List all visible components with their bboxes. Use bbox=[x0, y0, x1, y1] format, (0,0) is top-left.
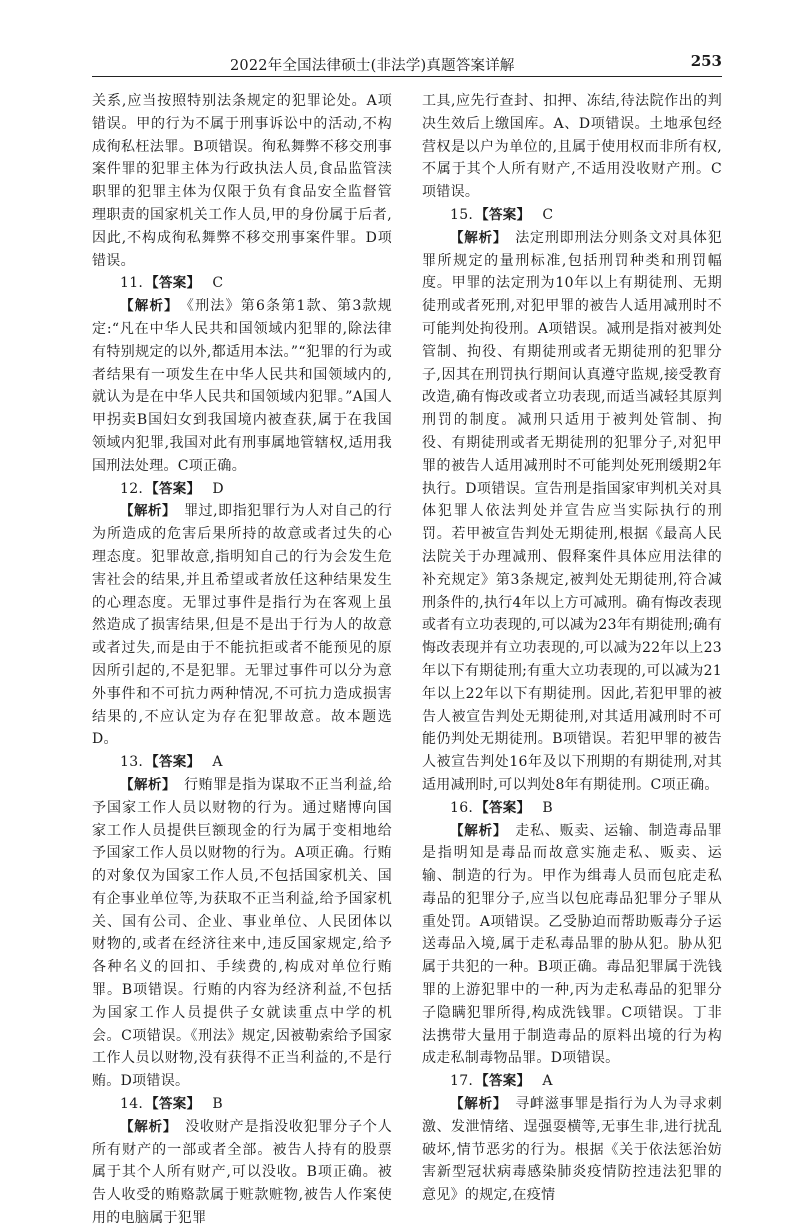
analysis-text: 罪过,即指犯罪行为人对自己的行为所造成的危害后果所持的故意或者过失的心理态度。犯罪故意,指明知自己的行为会发生危害社会的结果,并且希望或者放任这种结果发生的心理态度。无罪过事件是指行为在客观上虽然造成了损害结果,但是不是出于行为人的故意或者过失,而是由于不能抗拒或者不能预见的原因所引起的,不是犯罪。无罪过事件可以分为意外事件和不可抗力两种情况,不可抗力造成损害结果的,不应认定为存在犯罪故意。故本题选D。 bbox=[92, 503, 393, 748]
analysis-text: 行贿罪是指为谋取不正当利益,给予国家工作人员以财物的行为。通过赌博向国家工作人员提供巨额现金的行为属于变相地给予国家工作人员以财物的行为。A项正确。行贿的对象仅为国家工作人员,不包括国家机关、国有企事业单位等,为获取不正当利益,给予国家机关、国有公司、企业、事业单位、人民团体以财物的,或者在经济往来中,违反国家规定,给予各种名义的回扣、手续费的,构成对单位行贿罪。B项错误。行贿的内容为经济利益,不包括为国家工作人员提供子女就读重点中学的机会。C项错误。《刑法》规定,因被勒索给予国家工作人员以财物,没有获得不正当利益的,不是行贿。D项错误。 bbox=[92, 776, 393, 1090]
analysis-paragraph-13 bbox=[92, 774, 392, 1093]
question-number: 13. bbox=[120, 754, 144, 771]
analysis-tag: 【解析】 bbox=[120, 1118, 178, 1135]
question-number: 15. bbox=[450, 206, 474, 223]
answer-letter: C bbox=[542, 206, 554, 223]
analysis-paragraph-17 bbox=[422, 1093, 722, 1207]
answer-tag: 【答案】 bbox=[475, 1073, 531, 1090]
analysis-tag: 【解析】 bbox=[120, 298, 179, 315]
analysis-text: 法定刑即刑法分则条文对具体犯罪所规定的量刑标准,包括刑罚种类和刑罚幅度。甲罪的法定刑为10年以上有期徒刑、无期徒刑或者死刑,对犯甲罪的被告人适用减刑时不可能判处拘役刑。A项错误。减刑是指对被判处管制、拘役、有期徒刑或者无期徒刑的犯罪分子,因其在刑罚执行期间认真遵守监规,接受教育改造,确有悔改或者立功表现,而适当减轻其原判刑罚的制度。减刑只适用于被判处管制、拘役、有期徒刑或者无期徒刑的犯罪分子,对犯甲罪的被告人适用减刑时不可能判处死刑缓期2年执行。D项错误。宣告刑是指国家审判机关对具体犯罪人依法判处并宣告应当实际执行的刑罚。若甲被宣告判处无期徒刑,根据《最高人民法院关于办理减刑、假释案件具体应用法律的补充规定》第3条规定,被判处无期徒刑,符合减刑条件的,执行4年以上方可减刑。确有悔改表现或者有立功表现的,可以减为23年有期徒刑;确有悔改表现并有立功表现的,可以减为22年以上23年以下有期徒刑;有重大立功表现的,可以减为21年以上22年以下有期徒刑。因此,若犯甲罪的被告人被宣告判处无期徒刑,对其适用减刑时不可能仍判处无期徒刑。B项错误。若犯甲罪的被告人被宣告判处16年及以下刑期的有期徒刑,对其适用减刑时,可以判处8年有期徒刑。C项正确。 bbox=[422, 229, 723, 793]
answer-tag: 【答案】 bbox=[145, 480, 201, 497]
analysis-tag: 【解析】 bbox=[450, 1096, 508, 1113]
answer-line-16 bbox=[422, 797, 722, 820]
question-number: 11. bbox=[120, 275, 144, 292]
analysis-text: 《刑法》第6条第1款、第3款规定:“凡在中华人民共和国领域内犯罪的,除法律有特别规定的以外,都适用本法。”“犯罪的行为或者结果有一项发生在中华人民共和国领域内的,就认为是在中华人民共和国领域内犯罪。”A国人甲拐卖B国妇女到我国境内被查获,属于在我国领域内犯罪,我国对此有刑事属地管辖权,适用我国刑法处理。C项正确。 bbox=[92, 298, 392, 474]
header-title: 2022年全国法律硕士(非法学)真题答案详解 bbox=[230, 58, 515, 74]
analysis-text: 没收财产是指没收犯罪分子个人所有财产的一部或者全部。被告人持有的股票属于其个人所有财产,可以没收。B项正确。被告人收受的贿赂款属于赃款赃物,被告人作案使用的电脑属于犯罪 bbox=[92, 1118, 393, 1227]
answer-letter: C bbox=[212, 275, 224, 292]
answer-tag: 【答案】 bbox=[145, 275, 201, 292]
analysis-tag: 【解析】 bbox=[120, 776, 177, 793]
answer-line-15 bbox=[422, 204, 722, 227]
question-number: 17. bbox=[450, 1073, 474, 1090]
answer-letter: D bbox=[212, 480, 224, 497]
analysis-paragraph-16 bbox=[422, 820, 722, 1071]
left-column bbox=[92, 90, 393, 1227]
analysis-paragraph-14 bbox=[92, 1116, 392, 1230]
analysis-text: 寻衅滋事罪是指行为人为寻求刺激、发泄情绪、逞强耍横等,无事生非,进行扰乱破坏,情节恶劣的行为。根据《关于依法惩治妨害新型冠状病毒感染肺炎疫情防控违法犯罪的意见》的规定,在疫情 bbox=[422, 1096, 723, 1204]
header-rule bbox=[92, 76, 722, 77]
analysis-paragraph-11 bbox=[92, 295, 392, 477]
answer-tag: 【答案】 bbox=[145, 1096, 201, 1113]
continued-paragraph: 关系,应当按照特别法条规定的犯罪论处。A项错误。甲的行为不属于刑事诉讼中的活动,不构成徇私枉法罪。B项错误。徇私舞弊不移交刑事案件罪的犯罪主体为行政执法人员,食品监管渎职罪的犯罪主体为仅限于负有食品安全监督管理职责的国家机关工作人员,甲的身份属于后者,因此,不构成徇私舞弊不移交刑事案件罪。D项错误。 bbox=[92, 93, 392, 269]
answer-letter: A bbox=[212, 754, 223, 771]
answer-line-17 bbox=[422, 1070, 722, 1093]
answer-letter: B bbox=[212, 1096, 223, 1113]
question-number: 12. bbox=[120, 480, 144, 497]
analysis-tag: 【解析】 bbox=[450, 229, 508, 246]
analysis-text: 走私、贩卖、运输、制造毒品罪是指明知是毒品而故意实施走私、贩卖、运输、制造的行为。甲作为缉毒人员而包庇走私毒品的犯罪分子,应当以包庇毒品犯罪分子罪从重处罚。A项错误。乙受胁迫而帮助贩毒分子运送毒品入境,属于走私毒品罪的胁从犯。胁从犯属于共犯的一种。B项正确。毒品犯罪属于洗钱罪的上游犯罪中的一种,丙为走私毒品的犯罪分子隐瞒犯罪所得,构成洗钱罪。C项错误。丁非法携带大量用于制造毒品的原料出境的行为构成走私制毒物品罪。D项错误。 bbox=[422, 822, 723, 1067]
question-number: 16. bbox=[450, 799, 474, 816]
analysis-paragraph-15 bbox=[422, 227, 722, 797]
answer-tag: 【答案】 bbox=[475, 206, 531, 223]
answer-line-12 bbox=[92, 478, 392, 501]
answer-tag: 【答案】 bbox=[475, 799, 531, 816]
page-header bbox=[92, 50, 722, 76]
answer-letter: A bbox=[542, 1073, 553, 1090]
answer-line-13 bbox=[92, 751, 392, 774]
question-number: 14. bbox=[120, 1096, 144, 1113]
page-number: 253 bbox=[690, 52, 722, 70]
answer-line-11 bbox=[92, 272, 392, 295]
analysis-tag: 【解析】 bbox=[450, 822, 508, 839]
continued-paragraph: 工具,应先行查封、扣押、冻结,待法院作出的判决生效后上缴国库。A、D项错误。土地承包经营权是以户为单位的,且属于使用权而非所有权,不属于其个人所有财产,不适用没收财产刑。C项错误。 bbox=[422, 93, 722, 201]
answer-tag: 【答案】 bbox=[145, 754, 201, 771]
right-column bbox=[422, 90, 723, 1204]
analysis-paragraph-12 bbox=[92, 500, 392, 751]
answer-letter: B bbox=[542, 799, 553, 816]
analysis-tag: 【解析】 bbox=[120, 503, 177, 520]
answer-line-14 bbox=[92, 1093, 392, 1116]
